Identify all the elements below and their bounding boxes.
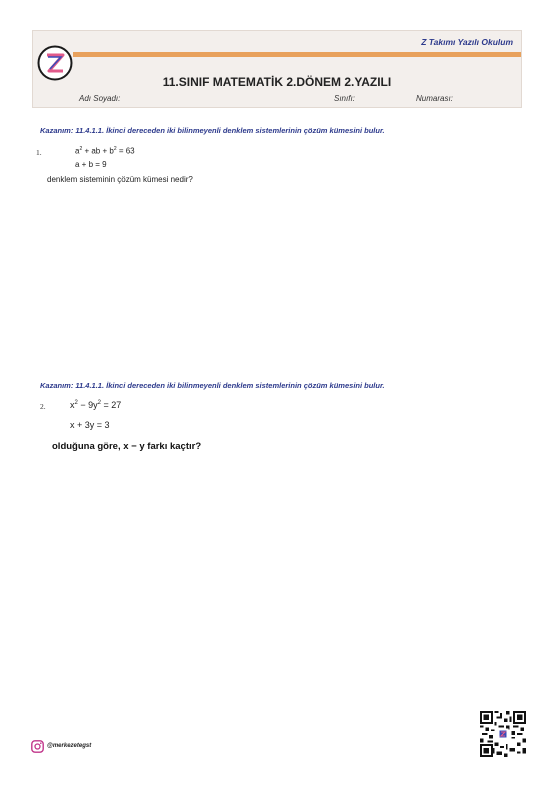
learning-outcome-1: Kazanım: 11.4.1.1. İkinci dereceden iki bilinmeyenli denklem sistemlerinin çözüm kümesini bulur. (40, 126, 385, 135)
exam-title: 11.SINIF MATEMATİK 2.DÖNEM 2.YAZILI (162, 75, 392, 89)
question-number-2: 2. (40, 402, 46, 411)
question-2-prompt: olduğuna göre, x − y farkı kaçtır? (52, 441, 202, 452)
school-name: Z Takımı Yazılı Okulum (421, 37, 513, 47)
question-2-equation-1: $x^2 - 9y^2 = 27$ (70, 400, 122, 410)
question-1-equation-1: $a^2$ + ab + $b^2 = 63$ (75, 146, 135, 156)
header-orange-bar (73, 52, 521, 57)
question-number-1: 1. (36, 148, 42, 157)
field-class: Sınıfı: (334, 94, 355, 103)
qr-code-icon[interactable] (480, 711, 526, 757)
question-1-prompt: denklem sisteminin çözüm kümesi nedir? (47, 175, 193, 184)
question-2-equation-2: x + 3y = 3 (70, 420, 110, 430)
field-name: Adı Soyadı: (79, 94, 121, 103)
field-number: Numarası: (416, 94, 453, 103)
learning-outcome-2: Kazanım: 11.4.1.1. İkinci dereceden iki bilinmeyenli denklem sistemlerinin çözüm kümesini bulur. (40, 381, 385, 390)
instagram-handle: @merkezetegst (47, 743, 92, 749)
question-1-equation-2: a + b = 9 (75, 160, 107, 169)
instagram-icon (31, 740, 44, 753)
exam-header (32, 30, 522, 108)
